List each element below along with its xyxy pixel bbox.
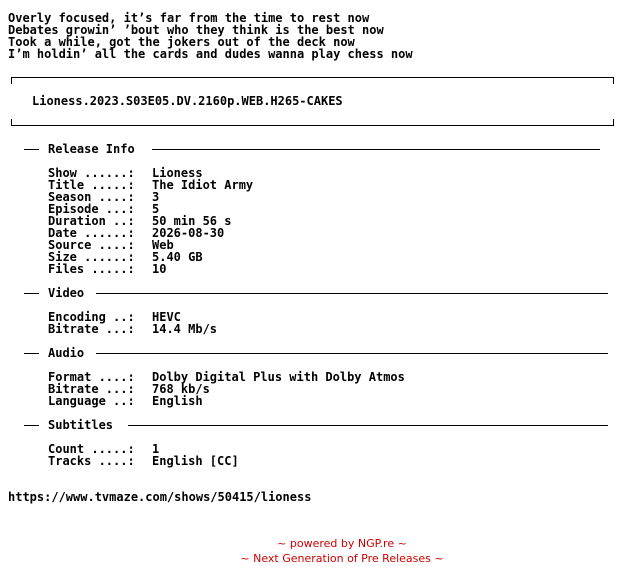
field-value: The Idiot Army <box>152 178 254 192</box>
tvmaze-link[interactable]: https://www.tvmaze.com/shows/50415/lioness <box>8 490 312 504</box>
release-box-top-border <box>11 77 614 84</box>
field-label: Bitrate ...: <box>48 382 135 396</box>
field-label: Size ......: <box>48 250 135 264</box>
field-label: Format ....: <box>48 370 135 384</box>
lyric-line-4: I’m holdin’ all the cards and dudes wanna play chess now <box>8 47 413 61</box>
field-value: HEVC <box>152 310 181 324</box>
field-label: Count .....: <box>48 442 135 456</box>
section-divider-line <box>96 353 608 354</box>
section-divider-line <box>96 293 608 294</box>
field-value: 5 <box>152 202 160 216</box>
lyric-line-3: Took a while, got the jokers out of the deck now <box>8 35 355 49</box>
field-label: Bitrate ...: <box>48 322 135 336</box>
release-name: Lioness.2023.S03E05.DV.2160p.WEB.H265-CAKES <box>32 94 343 108</box>
footer-powered-by: ~ powered by NGP.re ~ <box>277 537 407 550</box>
field-value: 10 <box>152 262 167 276</box>
release-box-bottom-border <box>11 119 614 126</box>
field-tracks <box>48 454 239 468</box>
field-value: English [CC] <box>152 454 239 468</box>
field-value: 768 kb/s <box>152 382 210 396</box>
section-divider-line <box>128 425 608 426</box>
field-label: Show ......: <box>48 166 135 180</box>
field-label: Files .....: <box>48 262 135 276</box>
field-label: Source ....: <box>48 238 135 252</box>
field-label: Language ..: <box>48 394 135 408</box>
field-label: Episode ...: <box>48 202 135 216</box>
field-value: 2026-08-30 <box>152 226 225 240</box>
field-value: 3 <box>152 190 160 204</box>
section-divider-line <box>152 149 600 150</box>
section-divider-dash <box>24 293 39 294</box>
field-value: 1 <box>152 442 160 456</box>
section-divider-dash <box>24 149 39 150</box>
field-label: Tracks ....: <box>48 454 135 468</box>
lyric-line-1: Overly focused, it’s far from the time to rest now <box>8 11 370 25</box>
section-title-audio: Audio <box>48 346 85 360</box>
field-value: 50 min 56 s <box>152 214 232 228</box>
field-value: Dolby Digital Plus with Dolby Atmos <box>152 370 405 384</box>
field-language <box>48 394 203 408</box>
field-files <box>48 262 167 276</box>
field-label: Duration ..: <box>48 214 135 228</box>
field-label: Encoding ..: <box>48 310 135 324</box>
field-value: Web <box>152 238 174 252</box>
field-value: Lioness <box>152 166 203 180</box>
field-video-bitrate <box>48 322 218 336</box>
section-title-subtitles: Subtitles <box>48 418 114 432</box>
field-value: 14.4 Mb/s <box>152 322 218 336</box>
section-title-release-info: Release Info <box>48 142 135 156</box>
footer-tagline: ~ Next Generation of Pre Releases ~ <box>240 552 444 565</box>
field-value: English <box>152 394 203 408</box>
field-label: Title .....: <box>48 178 135 192</box>
field-label: Date ......: <box>48 226 135 240</box>
section-divider-dash <box>24 353 39 354</box>
field-label: Season ....: <box>48 190 135 204</box>
lyric-line-2: Debates growin’ ’bout who they think is the best now <box>8 23 384 37</box>
section-divider-dash <box>24 425 39 426</box>
section-title-video: Video <box>48 286 85 300</box>
field-value: 5.40 GB <box>152 250 203 264</box>
